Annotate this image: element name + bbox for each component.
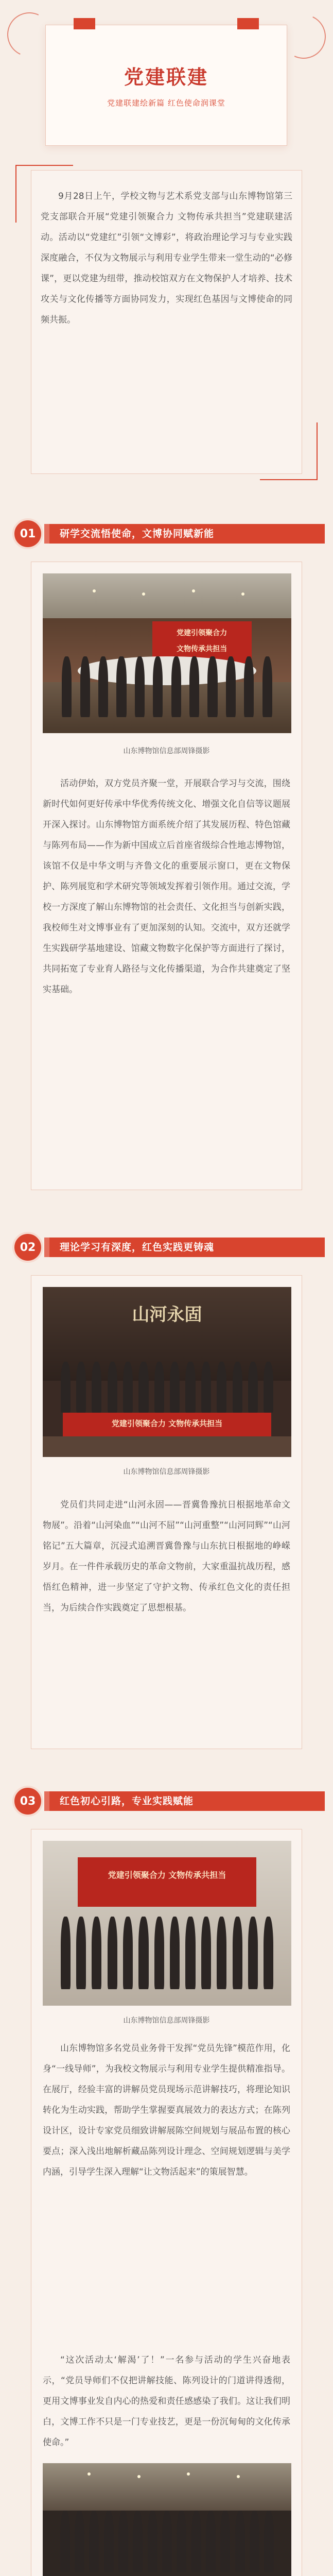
section-card-2 — [31, 1275, 302, 1749]
section-paragraph-3b: “这次活动太‘解渴’了！”一名参与活动的学生兴奋地表示，“党员导师们不仅把讲解技能、陈列设计的门道讲得透彻，更用文博事业发自内心的热爱和责任感感染了我们。这让我们明白，文博工作不只是一门专业技艺，更是一份沉甸甸的文化传承使命。” — [43, 2355, 290, 2448]
intro-accent-line-top — [15, 165, 73, 166]
section-card-3 — [31, 1829, 302, 2576]
section-heading-1 — [0, 515, 333, 552]
header-tab-right — [237, 18, 259, 29]
intro-accent-line-bottom — [260, 479, 318, 480]
section-number-1: 01 — [12, 518, 43, 549]
section-heading-3 — [0, 1783, 333, 1820]
photo-group-banner — [43, 1841, 291, 2006]
intro-block — [31, 170, 302, 474]
section-number-3: 03 — [12, 1786, 43, 1817]
photo-caption-2: 山东博物馆信息部周锋摄影 — [123, 1468, 210, 1476]
intro-paragraph: 9月28日上午，学校文物与艺术系党支部与山东博物馆第三党支部联合开展“党建引领聚合力 文物传承共担当”党建联建活动。活动以“党建红”引领“文博彩”，将政治理论学习与专业实践深度融合，不仅为文物展示与利用专业学生带来一堂生动的“必修课”，更以党建为纽带，推动校馆双方在文物保护人才培养、技术攻关与文化传播等方面协同发力，实现红色基因与文博使命的同频共振。 — [41, 191, 292, 325]
photo-caption-3: 山东博物馆信息部周锋摄影 — [123, 2016, 210, 2025]
photo-exhibition-group — [43, 1287, 291, 1457]
section-heading-2 — [0, 1229, 333, 1266]
section-paragraph-3a: 山东博物馆多名党员业务骨干发挥“党员先锋”模范作用，化身“一线导师”，为我校文物展示与利用专业学生提供精准指导。在展厅，经验丰富的讲解员党员现场示范讲解技巧，将理论知识转化为生动实践，帮助学生掌握要真展效力的表达方式；在陈列设计区，设计专家党员细致讲解展陈空间规划与展品布置的核心要点；深入浅出地解析藏品陈列设计理念、空间规划逻辑与美学内涵，引导学生深入理解“让文物活起来”的策展智慧。 — [43, 2043, 290, 2177]
section-title-2: 理论学习有深度，红色实践更铸魂 — [49, 1238, 325, 1257]
section-paragraph-2: 党员们共同走进“山河永固——晋冀鲁豫抗日根据地革命文物展”。沿着“山河染血”“山河不屈”“山河重整”“山河同辉”“山河铭记”五大篇章，沉浸式追溯晋冀鲁豫与山东抗日根据地的峥嵘岁月。在一件件承载历史的革命文物前，大家重温抗战历程，感悟红色精神，进一步坚定了守护文物、传承红色文化的责任担当，为后续合作实践奠定了思想根基。 — [43, 1500, 290, 1613]
meeting-banner-line2: 文物传承共担当 — [177, 645, 227, 654]
section-number-2: 02 — [12, 1232, 43, 1263]
header-card — [45, 25, 287, 146]
intro-accent-line-right — [317, 422, 318, 480]
section-card-1 — [31, 562, 302, 1190]
section-paragraph-1: 活动伊始，双方党员齐聚一堂，开展联合学习与交流，围绕新时代如何更好传承中华优秀传统文化、增强文化自信等议题展开深入探讨。山东博物馆方面系统介绍了其发展历程、特色馆藏与陈列布局——作为新中国成立后首座省级综合性地志博物馆，该馆不仅是中华文明与齐鲁文化的重要展示窗口，更在文物保护、陈列展览和学术研究等领域发挥着引领作用。通过交流，学校一方深度了解山东博物馆的社会责任、文化担当与创新实践，我校师生对文博事业有了更加深刻的认知。交流中，双方还就学生实践研学基地建设、馆藏文物数字化保护等方面进行了探讨，共同拓宽了专业育人路径与文化传播渠道，为合作共建奠定了坚实基础。 — [43, 778, 290, 995]
intro-accent-line-left — [15, 165, 16, 223]
group-banner-text: 党建引领聚合力 文物传承共担当 — [108, 1870, 226, 1880]
photo-gallery-group — [43, 2463, 291, 2576]
page-subtitle: 党建联建绘新篇 红色使命润课堂 — [107, 98, 225, 108]
photo-meeting — [43, 573, 291, 733]
exhibition-wall-text: 山河永固 — [132, 1304, 202, 1326]
exhibition-banner: 党建引领聚合力 文物传承共担当 — [111, 1419, 223, 1429]
page-title: 党建联建 — [124, 65, 208, 89]
photo-caption-1: 山东博物馆信息部周锋摄影 — [123, 747, 210, 755]
header — [0, 0, 333, 155]
section-title-3: 红色初心引路，专业实践赋能 — [49, 1791, 325, 1811]
meeting-banner-line1: 党建引领聚合力 — [177, 629, 227, 638]
section-title-1: 研学交流悟使命，文博协同赋新能 — [49, 524, 325, 544]
header-tab-left — [74, 18, 95, 29]
